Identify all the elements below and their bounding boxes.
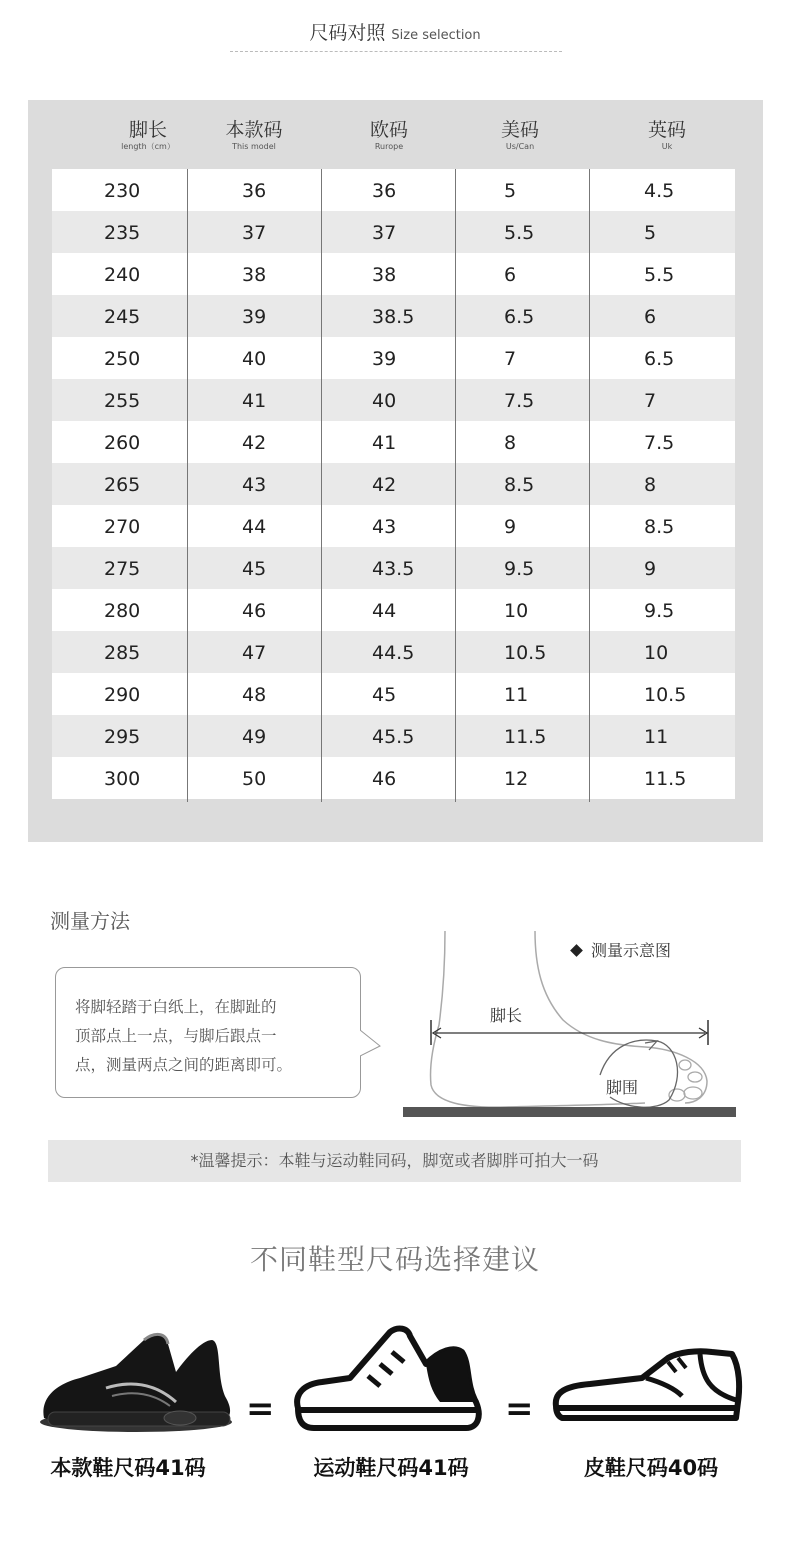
bubble-tail: [360, 1030, 384, 1058]
column-header-label: 脚长: [128, 119, 167, 141]
column-divider: [321, 169, 322, 802]
table-cell: 38: [372, 264, 397, 286]
header-title-zh: 尺码对照: [309, 22, 386, 44]
table-cell: 8: [644, 474, 657, 496]
table-cell: 45: [372, 684, 397, 706]
diagram-legend: [572, 938, 671, 961]
table-cell: 40: [242, 348, 267, 370]
table-row: [52, 169, 735, 211]
table-body: [52, 169, 735, 799]
table-cell: 46: [372, 768, 397, 790]
table-cell: 275: [104, 558, 141, 580]
table-cell: 10.5: [644, 684, 687, 706]
instruction-line: 点，测量两点之间的距离即可。: [75, 1056, 293, 1074]
measure-method-title: 测量方法: [50, 909, 130, 933]
column-header-this-model: [187, 118, 321, 152]
table-cell: 7: [644, 390, 657, 412]
equals-sign: =: [505, 1389, 534, 1429]
table-cell: 49: [242, 726, 267, 748]
caption-sneaker: 运动鞋尺码41码: [313, 1456, 469, 1480]
table-cell: 44: [242, 516, 267, 538]
foot-measure-diagram-icon: [395, 925, 745, 1125]
instruction-text: [75, 993, 345, 1080]
table-row: [52, 379, 735, 421]
table-cell: 9: [644, 558, 657, 580]
table-cell: 7: [504, 348, 517, 370]
table-cell: 235: [104, 222, 141, 244]
column-header-sublabel: Rurope: [374, 142, 404, 151]
table-cell: 260: [104, 432, 141, 454]
table-cell: 41: [372, 432, 397, 454]
table-cell: 8.5: [504, 474, 535, 496]
table-cell: 43.5: [372, 558, 415, 580]
table-row: [52, 421, 735, 463]
column-header-label: 英码: [647, 119, 686, 141]
table-cell: 7.5: [644, 432, 675, 454]
table-cell: 270: [104, 516, 141, 538]
leather-shoe-icon: [550, 1348, 746, 1430]
table-cell: 36: [372, 180, 397, 202]
table-cell: 6.5: [504, 306, 535, 328]
table-cell: 38.5: [372, 306, 415, 328]
tip-banner: *温馨提示：本鞋与运动鞋同码，脚宽或者脚胖可拍大一码: [48, 1140, 741, 1182]
table-cell: 37: [372, 222, 397, 244]
column-header-label: 本款码: [225, 119, 283, 141]
table-cell: 47: [242, 642, 267, 664]
column-header-us: [453, 118, 587, 152]
table-cell: 10.5: [504, 642, 547, 664]
table-row: [52, 547, 735, 589]
column-divider: [455, 169, 456, 802]
table-cell: 43: [372, 516, 397, 538]
table-row: [52, 715, 735, 757]
table-cell: 250: [104, 348, 141, 370]
column-header-eu: [322, 118, 456, 152]
column-header-sublabel: Uk: [661, 142, 673, 151]
table-cell: 11.5: [644, 768, 687, 790]
caption-leather-shoe: 皮鞋尺码40码: [583, 1456, 719, 1480]
column-header-sublabel: Us/Can: [505, 142, 535, 151]
table-cell: 11: [644, 726, 669, 748]
table-cell: 40: [372, 390, 397, 412]
size-chart-header: [0, 18, 790, 45]
table-cell: 37: [242, 222, 267, 244]
table-cell: 45.5: [372, 726, 415, 748]
table-row: [52, 505, 735, 547]
column-divider: [589, 169, 590, 802]
table-cell: 10: [644, 642, 669, 664]
table-cell: 10: [504, 600, 529, 622]
size-table: [28, 100, 763, 842]
table-cell: 6: [644, 306, 657, 328]
table-cell: 44.5: [372, 642, 415, 664]
table-cell: 9.5: [504, 558, 535, 580]
table-cell: 290: [104, 684, 141, 706]
column-header-uk: [600, 118, 734, 152]
table-cell: 7.5: [504, 390, 535, 412]
column-divider: [187, 169, 188, 802]
table-cell: 6: [504, 264, 517, 286]
sneaker-icon: [290, 1324, 486, 1436]
table-cell: 245: [104, 306, 141, 328]
table-cell: 8: [504, 432, 517, 454]
legend-label: 测量示意图: [591, 941, 672, 960]
table-cell: 9.5: [644, 600, 675, 622]
table-row: [52, 463, 735, 505]
table-row: [52, 631, 735, 673]
table-cell: 11: [504, 684, 529, 706]
header-title-en: Size selection: [391, 28, 481, 43]
caption-this-shoe: 本款鞋尺码41码: [50, 1456, 206, 1480]
instruction-line: 顶部点上一点，与脚后跟点一: [75, 1027, 277, 1045]
header-divider: [230, 51, 562, 52]
table-cell: 12: [504, 768, 529, 790]
black-sneaker-icon: [36, 1318, 240, 1438]
diamond-bullet-icon: [570, 944, 583, 957]
table-cell: 42: [242, 432, 267, 454]
equals-sign: =: [246, 1389, 275, 1429]
table-cell: 255: [104, 390, 141, 412]
table-cell: 240: [104, 264, 141, 286]
table-row: [52, 337, 735, 379]
table-cell: 4.5: [644, 180, 675, 202]
table-cell: 48: [242, 684, 267, 706]
column-header-label: 美码: [500, 119, 539, 141]
table-cell: 46: [242, 600, 267, 622]
table-cell: 5.5: [644, 264, 675, 286]
column-header-sublabel: length（cm）: [121, 142, 175, 151]
table-cell: 295: [104, 726, 141, 748]
table-cell: 50: [242, 768, 267, 790]
advice-title: 不同鞋型尺码选择建议: [249, 1243, 540, 1276]
table-cell: 285: [104, 642, 141, 664]
table-cell: 9: [504, 516, 517, 538]
table-cell: 43: [242, 474, 267, 496]
table-row: [52, 757, 735, 799]
column-header-sublabel: This model: [232, 142, 276, 151]
table-cell: 5: [504, 180, 517, 202]
table-cell: 300: [104, 768, 141, 790]
column-header-label: 欧码: [369, 119, 408, 141]
table-cell: 5.5: [504, 222, 535, 244]
table-cell: 11.5: [504, 726, 547, 748]
table-cell: 38: [242, 264, 267, 286]
foot-length-label: 脚长: [490, 1006, 523, 1025]
instruction-line: 将脚轻踏于白纸上，在脚趾的: [75, 998, 277, 1016]
table-cell: 230: [104, 180, 141, 202]
table-cell: 44: [372, 600, 397, 622]
table-cell: 6.5: [644, 348, 675, 370]
table-cell: 45: [242, 558, 267, 580]
table-cell: 8.5: [644, 516, 675, 538]
table-cell: 39: [372, 348, 397, 370]
table-row: [52, 253, 735, 295]
table-row: [52, 673, 735, 715]
table-cell: 41: [242, 390, 267, 412]
table-header: [28, 100, 763, 168]
foot-girth-label: 脚围: [606, 1078, 639, 1097]
table-row: [52, 295, 735, 337]
table-cell: 39: [242, 306, 267, 328]
table-cell: 36: [242, 180, 267, 202]
table-cell: 265: [104, 474, 141, 496]
table-cell: 42: [372, 474, 397, 496]
table-row: [52, 211, 735, 253]
table-row: [52, 589, 735, 631]
table-cell: 280: [104, 600, 141, 622]
table-cell: 5: [644, 222, 657, 244]
